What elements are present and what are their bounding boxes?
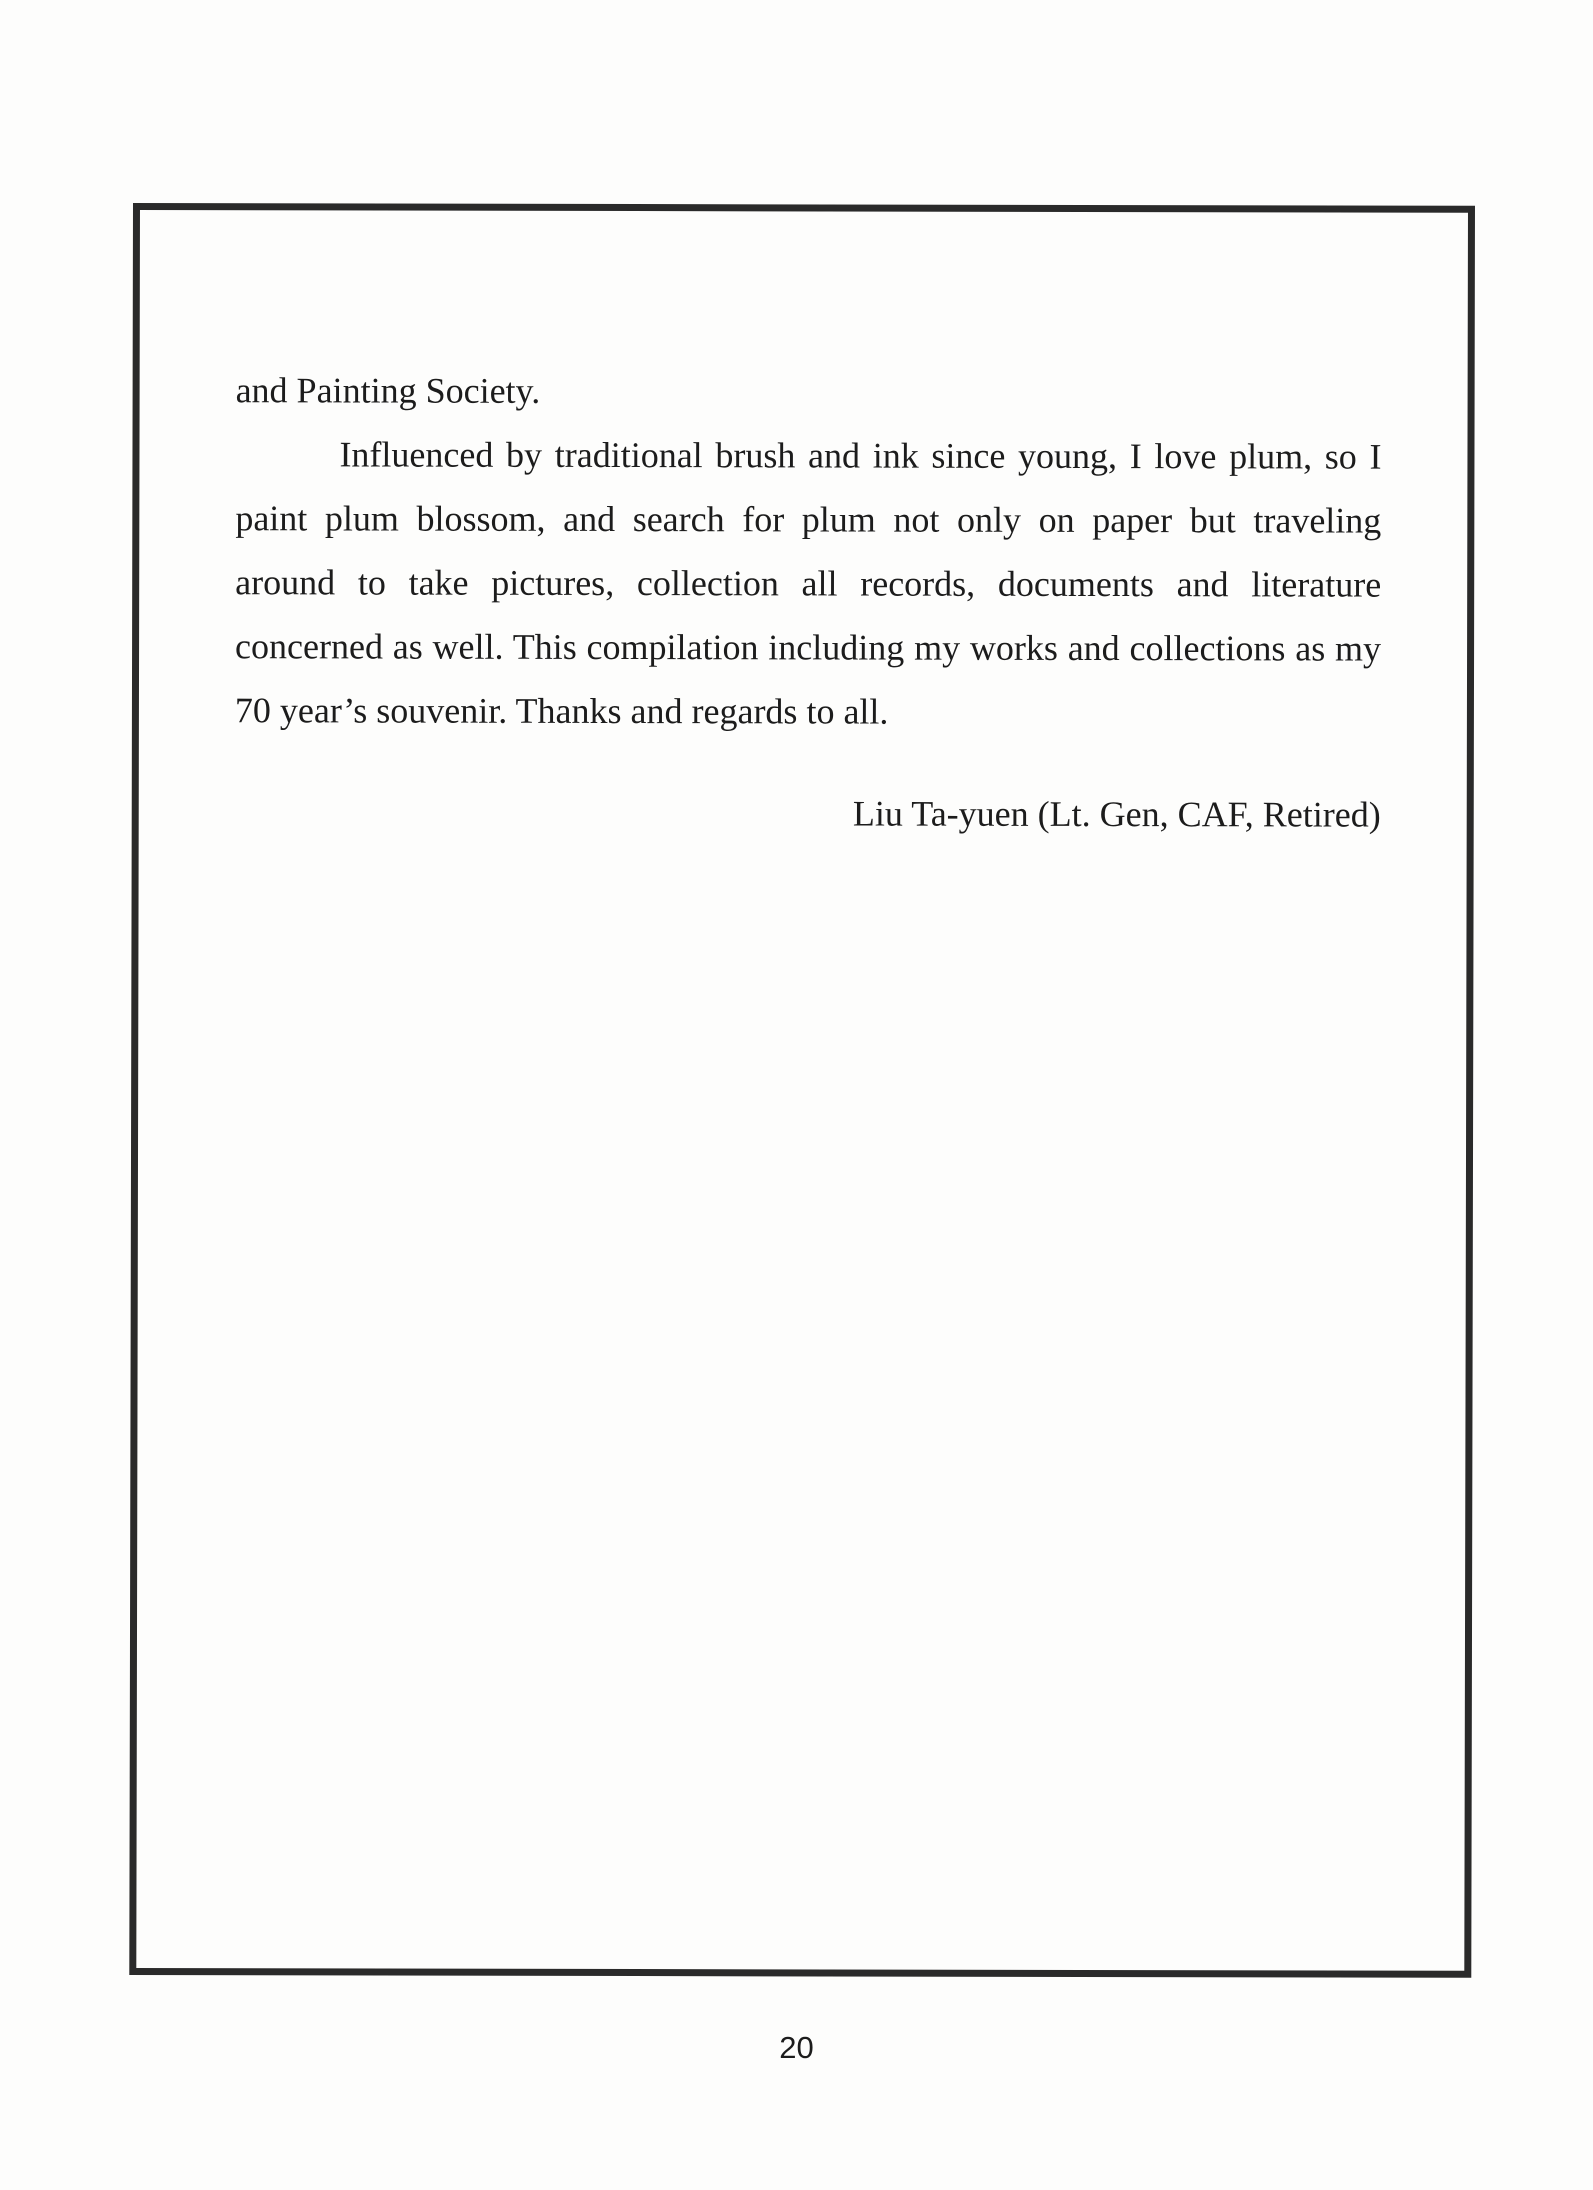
continued-line: and Painting Society. [235, 370, 541, 411]
text-block [235, 358, 1382, 846]
page-number: 20 [779, 2030, 814, 2065]
body-paragraph: Influenced by traditional brush and ink since young, I love plum, so I paint plum blossom, and search for plum not only on paper but traveling around to take pictures, collection all records, documents and literature concerned as well. This compilation including my works and collections as my 70 year’s souvenir. Thanks and regards to all. [234, 434, 1382, 732]
signature: Liu Ta-yuen (Lt. Gen, CAF, Retired) [852, 793, 1381, 835]
page-border-frame [129, 203, 1475, 1978]
